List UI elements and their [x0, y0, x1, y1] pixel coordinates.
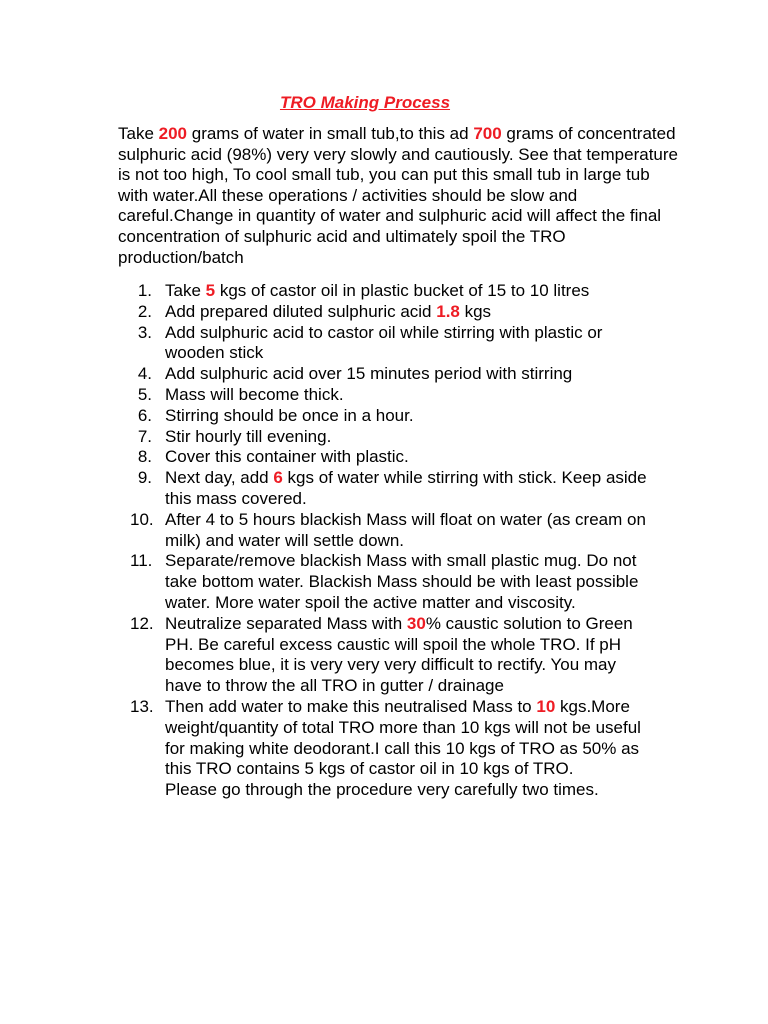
step-line: [165, 281, 690, 302]
step-text: kgs of water while stirring with stick. Keep aside: [282, 468, 647, 488]
quantity-highlight: 6: [273, 468, 283, 488]
document-title: TRO Making Process: [279, 93, 451, 112]
process-step-8: [130, 447, 690, 468]
process-step-5: [130, 385, 690, 406]
step-line: this TRO contains 5 kgs of castor oil in 10 kgs of TRO.: [165, 759, 574, 779]
step-number: 1.: [137, 281, 152, 300]
step-line: [165, 302, 690, 323]
intro-paragraph: [118, 124, 678, 268]
step-number: 2.: [137, 301, 152, 321]
step-line: Add sulphuric acid over 15 minutes period with stirring: [165, 364, 573, 384]
acid-quantity-highlight: 700: [473, 124, 502, 143]
intro-line: with water.All these operations / activities should be slow and: [118, 185, 578, 205]
quantity-highlight: 10: [536, 696, 556, 716]
step-number: 11.: [130, 551, 153, 571]
intro-line: sulphuric acid (98%) very very slowly and cautiously. See that temperature: [118, 144, 678, 164]
step-number: 6.: [137, 405, 152, 425]
step-line: Cover this container with plastic.: [165, 447, 409, 467]
step-text: kgs: [459, 301, 492, 321]
process-step-4: [130, 364, 690, 385]
intro-line: [118, 124, 678, 145]
step-line: Mass will become thick.: [165, 384, 344, 404]
step-line: this mass covered.: [165, 488, 307, 508]
process-step-3: [130, 323, 690, 365]
step-line: weight/quantity of total TRO more than 10 kgs will not be useful: [165, 717, 641, 737]
step-text: Next day, add: [165, 468, 274, 488]
step-line: milk) and water will settle down.: [165, 530, 405, 550]
step-text: % caustic solution to Green: [425, 613, 633, 633]
process-step-1: [130, 281, 690, 302]
step-line: for making white deodorant.I call this 10 kgs of TRO as 50% as: [165, 738, 640, 758]
intro-text: grams of concentrated: [501, 124, 676, 143]
step-line: [165, 468, 690, 489]
step-line: Please go through the procedure very carefully two times.: [165, 780, 599, 800]
intro-line: concentration of sulphuric acid and ultimately spoil the TRO: [118, 226, 566, 246]
step-line: Add sulphuric acid to castor oil while stirring with plastic or: [165, 322, 603, 342]
step-line: becomes blue, it is very very very difficult to rectify. You may: [165, 655, 616, 675]
step-number: 12.: [130, 613, 154, 633]
step-number: 4.: [137, 364, 152, 384]
step-line: Stir hourly till evening.: [165, 426, 332, 446]
water-quantity-highlight: 200: [158, 124, 188, 143]
process-step-12: [130, 614, 690, 697]
step-line: water. More water spoil the active matter and viscosity.: [165, 592, 576, 612]
quantity-highlight: 1.8: [436, 301, 460, 321]
step-line: take bottom water. Blackish Mass should be with least possible: [165, 572, 639, 592]
process-step-9: [130, 468, 690, 510]
quantity-highlight: 30: [406, 613, 426, 633]
step-line: [165, 614, 690, 635]
process-step-6: [130, 406, 690, 427]
intro-text: grams of water in small tub,to this ad: [187, 124, 474, 143]
step-number: 13.: [130, 696, 154, 716]
process-steps-list: [130, 281, 690, 801]
process-step-11: [130, 551, 690, 613]
step-number: 3.: [137, 322, 152, 342]
process-step-7: [130, 427, 690, 448]
step-text: Take: [165, 281, 206, 300]
intro-text: Take: [118, 124, 159, 143]
step-line: wooden stick: [165, 343, 264, 363]
process-step-10: [130, 510, 690, 552]
step-line: have to throw the all TRO in gutter / drainage: [165, 676, 504, 696]
step-number: 5.: [137, 384, 152, 404]
step-text: Neutralize separated Mass with: [165, 613, 407, 633]
step-text: kgs of castor oil in plastic bucket of 15 to 10 litres: [215, 281, 590, 300]
intro-line: production/batch: [118, 247, 244, 267]
step-text: Add prepared diluted sulphuric acid: [165, 301, 437, 321]
process-step-2: [130, 302, 690, 323]
step-number: 7.: [137, 426, 152, 446]
step-line: PH. Be careful excess caustic will spoil the whole TRO. If pH: [165, 634, 622, 654]
step-line: [165, 697, 690, 718]
step-line: After 4 to 5 hours blackish Mass will float on water (as cream on: [165, 509, 646, 529]
process-step-13: [130, 697, 690, 801]
step-number: 10.: [130, 509, 154, 529]
quantity-highlight: 5: [205, 281, 216, 300]
step-text: Then add water to make this neutralised Mass to: [165, 696, 537, 716]
step-number: 8.: [137, 447, 152, 467]
intro-line: is not too high, To cool small tub, you can put this small tub in large tub: [118, 165, 650, 185]
step-text: kgs.More: [555, 696, 630, 716]
step-line: Stirring should be once in a hour.: [165, 405, 414, 425]
intro-line: careful.Change in quantity of water and sulphuric acid will affect the final: [118, 206, 662, 226]
step-number: 9.: [137, 468, 152, 488]
step-line: Separate/remove blackish Mass with small plastic mug. Do not: [165, 551, 637, 571]
